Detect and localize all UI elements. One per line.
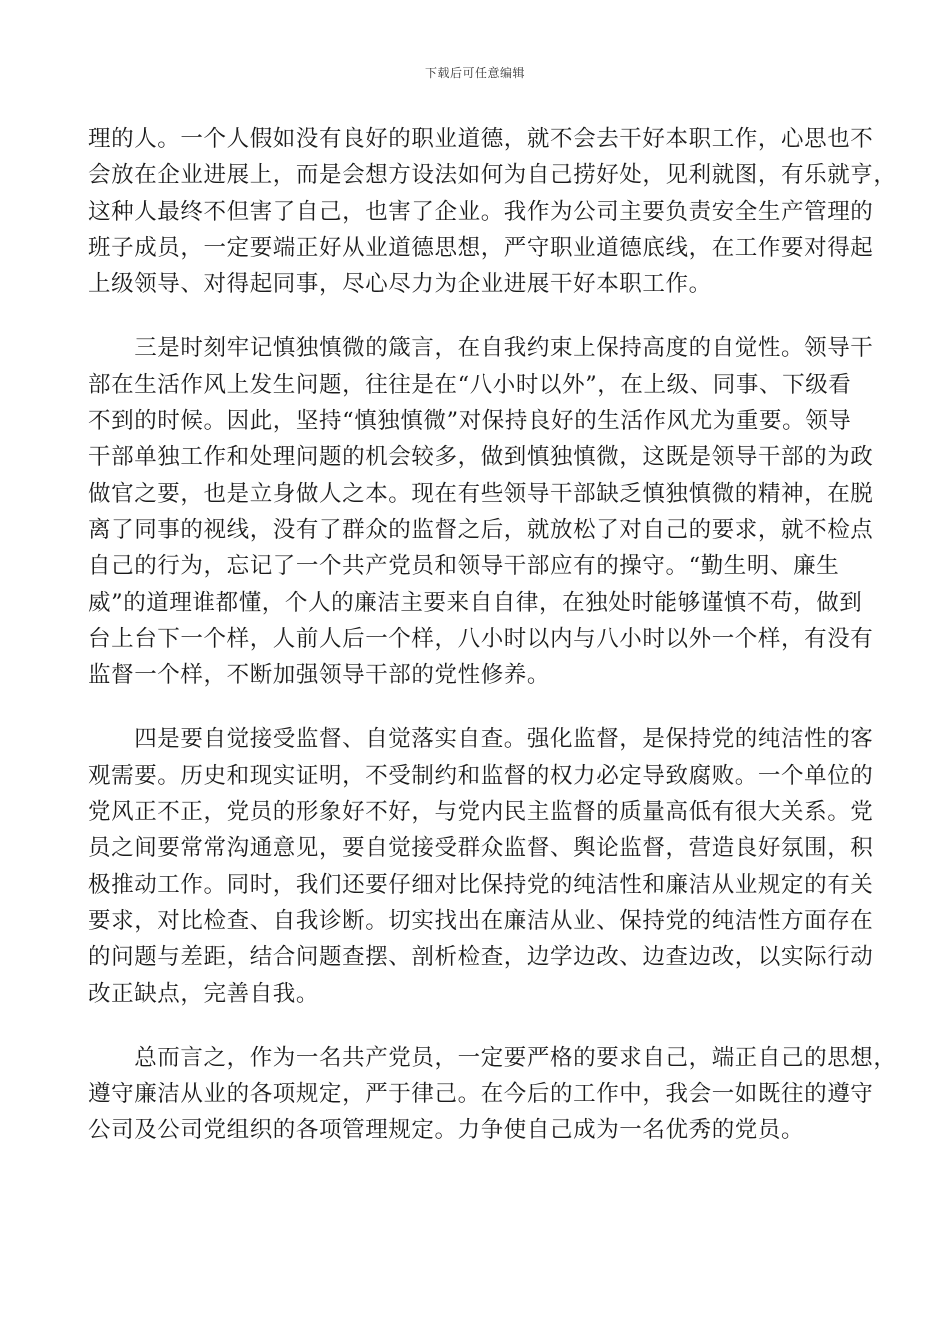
text-line: 监督一个样，不断加强领导干部的党性修养。	[88, 662, 551, 689]
paragraph-2	[88, 330, 874, 693]
text-line: 上级领导、对得起同事，尽心尽力为企业进展干好本职工作。	[88, 271, 712, 298]
text-line: 班子成员，一定要端正好从业道德思想，严守职业道德底线，在工作要对得起	[88, 234, 874, 261]
text-line: 干部单独工作和处理问题的机会较多，做到慎独慎微，这既是领导干部的为政	[88, 444, 874, 471]
text-line: 台上台下一个样，人前人后一个样，八小时以内与八小时以外一个样，有没有	[88, 625, 874, 652]
text-line: 做官之要，也是立身做人之本。现在有些领导干部缺乏慎独慎微的精神，在脱	[88, 480, 874, 507]
text-line: 威”的道理谁都懂，个人的廉洁主要来自自律，在独处时能够谨慎不苟，做到	[88, 589, 863, 616]
text-line: 遵守廉洁从业的各项规定，严于律己。在今后的工作中，我会一如既往的遵守	[88, 1081, 874, 1108]
page-header: 下载后可任意编辑	[424, 66, 525, 80]
paragraph-4	[88, 1040, 897, 1149]
text-line: 员之间要常常沟通意见，要自觉接受群众监督、舆论监督，营造良好氛围，积	[88, 835, 874, 862]
text-line: 观需要。历史和现实证明，不受制约和监督的权力必定导致腐败。一个单位的	[88, 762, 874, 789]
text-line: 会放在企业进展上，而是会想方设法如何为自己捞好处，见利就图，有乐就亨，	[88, 162, 897, 189]
text-line: 四是要自觉接受监督、自觉落实自查。强化监督，是保持党的纯洁性的客	[88, 726, 874, 753]
text-line: 极推动工作。同时，我们还要仔细对比保持党的纯洁性和廉洁从业规定的有关	[88, 871, 874, 898]
text-line: 不到的时候。因此，坚持“慎独慎微”对保持良好的生活作风尤为重要。领导	[88, 408, 852, 435]
text-line: 党风正不正，党员的形象好不好，与党内民主监督的质量高低有很大关系。党	[88, 799, 874, 826]
text-line: 三是时刻牢记慎独慎微的箴言，在自我约束上保持高度的自觉性。领导干	[88, 335, 874, 362]
text-line: 这种人最终不但害了自己，也害了企业。我作为公司主要负责安全生产管理的	[88, 198, 874, 225]
text-line: 部在生活作风上发生问题，往往是在“八小时以外”，在上级、同事、下级看	[88, 371, 852, 398]
text-line: 公司及公司党组织的各项管理规定。力争使自己成为一名优秀的党员。	[88, 1117, 805, 1144]
text-line: 自己的行为，忘记了一个共产党员和领导干部应有的操守。“勤生明、廉生	[88, 553, 840, 580]
text-line: 总而言之，作为一名共产党员，一定要严格的要求自己，端正自己的思想，	[88, 1044, 897, 1071]
text-line: 改正缺点，完善自我。	[88, 980, 320, 1007]
paragraph-1	[88, 121, 897, 302]
paragraph-3	[88, 721, 874, 1011]
text-line: 要求，对比检查、自我诊断。切实找出在廉洁从业、保持党的纯洁性方面存在	[88, 907, 874, 934]
text-line: 的问题与差距，结合问题查摆、剖析检查，边学边改、边查边改，以实际行动	[88, 944, 874, 971]
text-line: 理的人。一个人假如没有良好的职业道德，就不会去干好本职工作，心思也不	[88, 126, 874, 152]
document-body	[88, 121, 897, 1177]
text-line: 离了同事的视线，没有了群众的监督之后，就放松了对自己的要求，就不检点	[88, 516, 874, 543]
